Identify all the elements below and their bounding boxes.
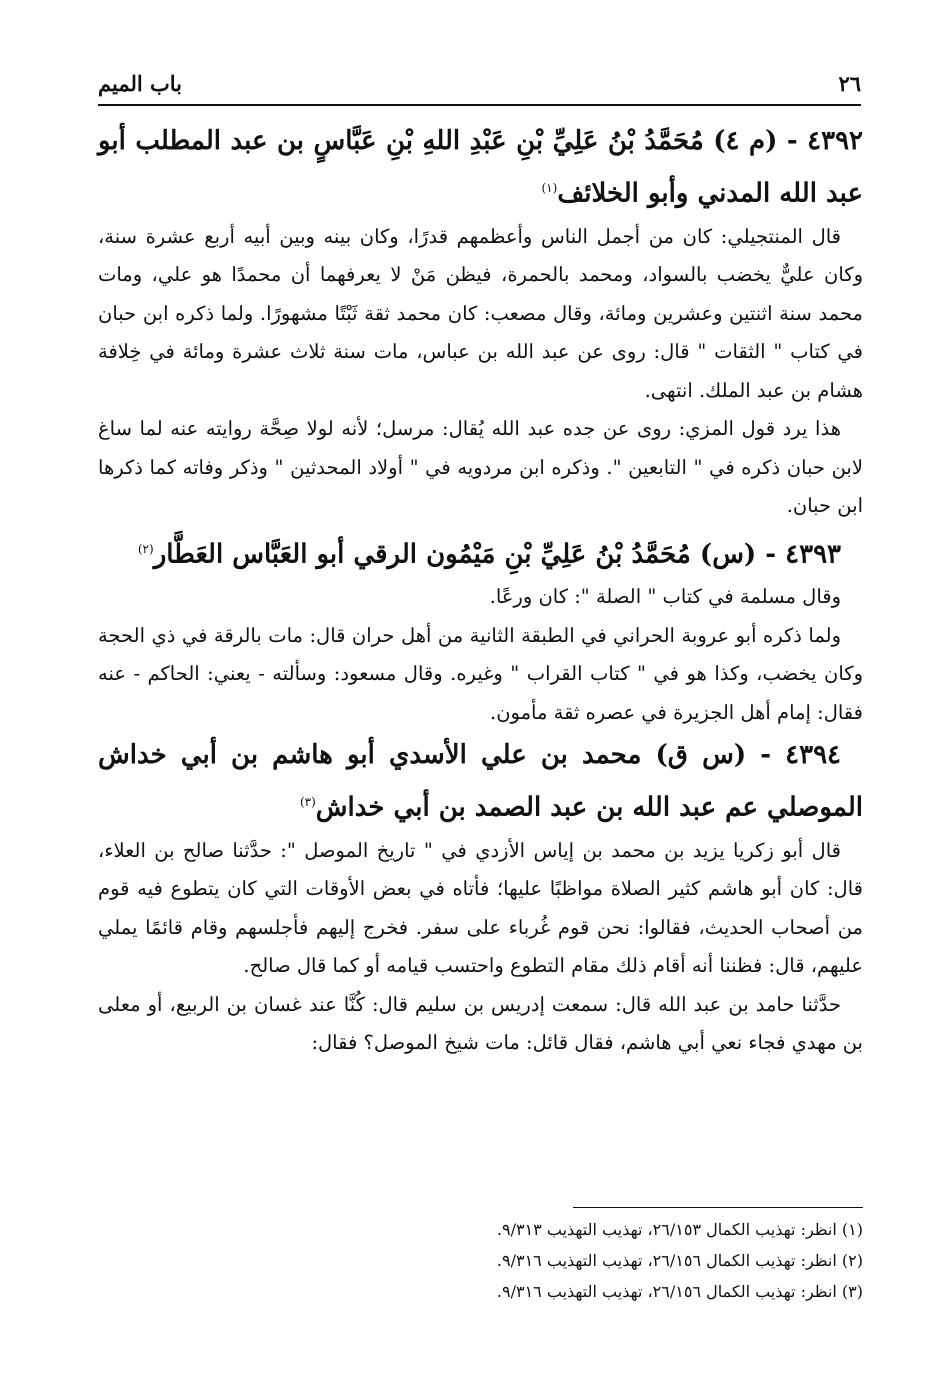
footnote-ref: (٣)	[299, 795, 316, 810]
main-text	[98, 118, 863, 1063]
entry-title-4393	[98, 526, 863, 579]
running-head	[98, 66, 861, 100]
footnote-ref: (٢)	[137, 541, 154, 556]
footnote-separator	[573, 1207, 863, 1208]
entry-title-text: ٤٣٩٣ - (س) مُحَمَّدُ بْنُ عَلِيِّ بْنِ مَيْمُون الرقي أبو العَبَّاس العَطَّار	[153, 539, 841, 570]
footnote-ref: (١)	[541, 181, 558, 195]
page-number: ٢٦	[838, 70, 861, 96]
entry-title-text: ٤٣٩٢ - (م ٤) مُحَمَّدُ بْنُ عَلِيِّ بْنِ عَبْدِ اللهِ بْنِ عَبَّاسٍ بن عبد المطلب أبو عبد الله المدني وأبو الخلائف	[98, 126, 863, 209]
chapter-title: باب الميم	[98, 70, 183, 96]
paragraph: وقال مسلمة في كتاب " الصلة ": كان ورعًا.	[489, 585, 841, 609]
paragraph: هذا يرد قول المزي: روى عن جده عبد الله يُقال: مرسل؛ لأنه لولا صِحَّة روايته عنه لما ساغ لابن حبان ذكره في " التابعين ". وذكره ابن مردويه في " أولاد المحدثين " وذكر وفاته كما ذكرها ابن حبان.	[98, 417, 863, 518]
paragraph: ولما ذكره أبو عروبة الحراني في الطبقة الثانية من أهل حران قال: مات بالرقة في ذي الحجة وكان يخضب، وكذا هو في " كتاب القراب " وغيره. وقال مسعود: وسألته - يعني: الحاكم - عنه فقال: إمام أهل الجزيرة في عصره ثقة مأمون.	[98, 623, 863, 724]
paragraph: حدَّثنا حامد بن عبد الله قال: سمعت إدريس بن سليم قال: كُنَّا عند غسان بن الربيع، أو معلى بن مهدي فجاء نعي أبي هاشم، فقال قائل: مات شيخ الموصل؟ فقال:	[98, 992, 863, 1055]
paragraph: قال المنتجيلي: كان من أجمل الناس وأعظمهم قدرًا، وكان بينه وبين أبيه أربع عشرة سنة، وكان عليٌّ يخضب بالسواد، ومحمد بالحمرة، فيظن مَنْ لا يعرفهما أن محمدًا هو علي، ومات محمد سنة اثنتين وعشرين ومائة، وقال مصعب: كان محمد ثقة ثَبْتًا مشهورًا. ولما ذكره ابن حبان في كتاب " الثقات " قال: روى عن عبد الله بن عباس، مات سنة ثلاث عشرة ومائة في خِلافة هشام بن عبد الملك. انتهى.	[98, 224, 863, 402]
header-rule	[98, 104, 861, 106]
entry-title-4392	[98, 118, 863, 218]
paragraph: قال أبو زكريا يزيد بن محمد بن إياس الأزدي في " تاريخ الموصل ": حدَّثنا صالح بن العلاء، قال: كان أبو هاشم كثير الصلاة مواظبًا عليها؛ فأتاه في بعض الأوقات التي كان يتطوع فيه قوم من أصحاب الحديث، فقالوا: نحن قوم غُرباء على سفر. فخرج إليهم فأجلسهم وقام قائمًا يملي عليهم، قال: فظننا أنه أقام ذلك مقام التطوع واحتسب قيامه أو كما قال صالح.	[98, 838, 863, 978]
footnote-1: (١) انظر: تهذيب الكمال ٢٦/١٥٣، تهذيب التهذيب ٩/٣١٣.	[496, 1220, 863, 1239]
footnote-3: (٣) انظر: تهذيب الكمال ٢٦/١٥٦، تهذيب التهذيب ٩/٣١٦.	[496, 1282, 863, 1301]
footnote-2: (٢) انظر: تهذيب الكمال ٢٦/١٥٦، تهذيب التهذيب ٩/٣١٦.	[496, 1251, 863, 1270]
entry-title-4394	[98, 732, 863, 832]
entry-title-text: ٤٣٩٤ - (س ق) محمد بن علي الأسدي أبو هاشم بن أبي خداش الموصلي عم عبد الله بن عبد الصمد بن أبي خداش	[98, 740, 863, 823]
footnotes	[98, 1214, 863, 1307]
